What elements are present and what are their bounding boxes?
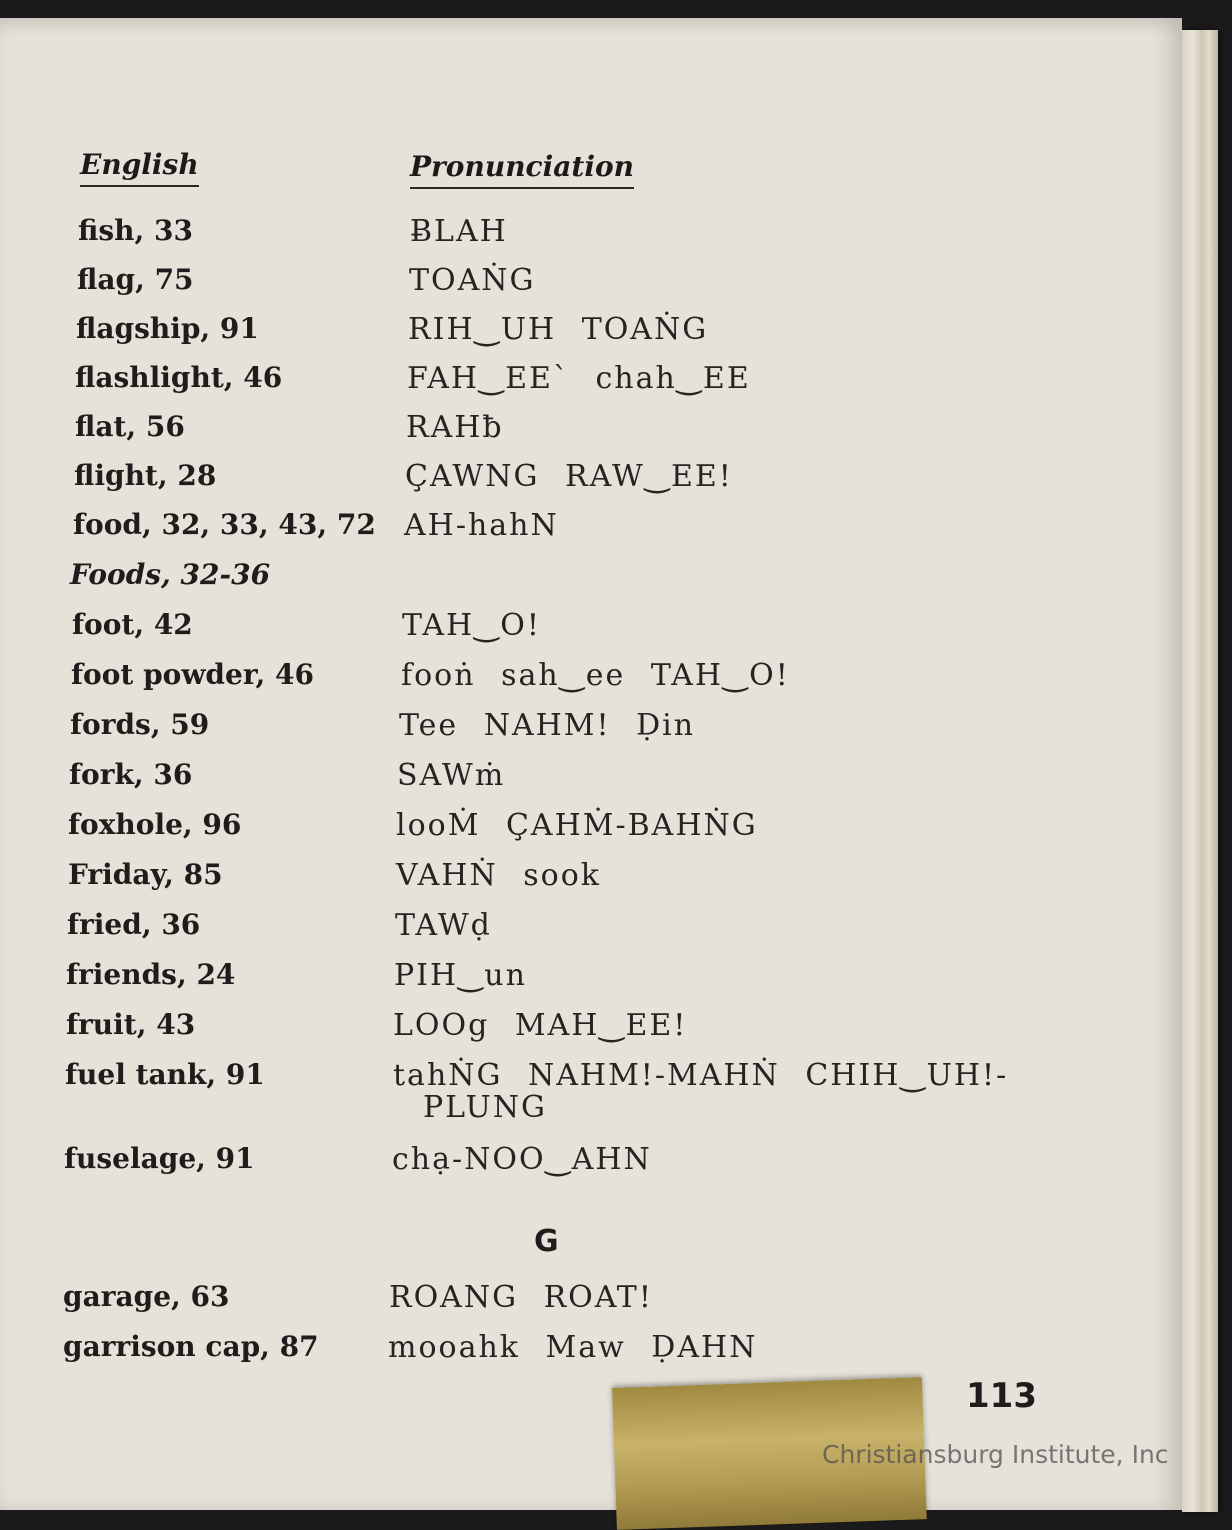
english-term: fords, 59 bbox=[70, 708, 210, 741]
pronunciation-text: AH-hahN bbox=[404, 508, 559, 543]
pronunciation-text: mooahk Maw ḌAHN bbox=[388, 1330, 758, 1365]
pronunciation-text: TAH‿O! bbox=[402, 608, 541, 643]
list-item bbox=[0, 958, 1150, 1002]
list-item bbox=[0, 558, 1150, 602]
english-term: foxhole, 96 bbox=[68, 808, 242, 841]
pronunciation-text: ROANG ROAT! bbox=[389, 1280, 653, 1315]
english-term: food, 32, 33, 43, 72 bbox=[73, 508, 376, 541]
english-term: flashlight, 46 bbox=[75, 361, 283, 394]
list-item bbox=[0, 708, 1150, 752]
list-item bbox=[0, 1280, 1150, 1324]
pronunciation-text: FAH‿EE` chah‿EE bbox=[407, 361, 751, 396]
list-item bbox=[0, 858, 1150, 902]
list-item bbox=[0, 312, 1150, 356]
section-letter: G bbox=[534, 1224, 559, 1259]
list-item bbox=[0, 808, 1150, 852]
english-term: fork, 36 bbox=[69, 758, 193, 791]
book-page bbox=[0, 18, 1182, 1510]
pronunciation-text: chạ-NOO‿AHN bbox=[392, 1142, 652, 1177]
pronunciation-text: ɃLAH bbox=[410, 214, 508, 249]
english-term: fish, 33 bbox=[78, 214, 193, 247]
watermark: Christiansburg Institute, Inc bbox=[822, 1440, 1169, 1469]
pronunciation-text: PIH‿un bbox=[394, 958, 527, 993]
pronunciation-text: VAHṄ sook bbox=[396, 858, 601, 893]
english-term: friends, 24 bbox=[66, 958, 236, 991]
pronunciation-text: tahṄG NAHM!-MAHṄ CHIH‿UH!- bbox=[393, 1058, 1009, 1093]
list-item bbox=[0, 908, 1150, 952]
list-item bbox=[0, 658, 1150, 702]
pronunciation-text: LOOg MAH‿EE! bbox=[393, 1008, 688, 1043]
english-term: flag, 75 bbox=[77, 263, 194, 296]
english-term: fried, 36 bbox=[67, 908, 201, 941]
pronunciation-column-header: Pronunciation bbox=[410, 150, 634, 189]
english-term: fuel tank, 91 bbox=[65, 1058, 265, 1091]
list-item bbox=[0, 1008, 1150, 1052]
english-term: garage, 63 bbox=[63, 1280, 230, 1313]
list-item bbox=[0, 508, 1150, 552]
list-item bbox=[0, 1330, 1150, 1374]
pronunciation-text: TAWḍ bbox=[395, 908, 492, 943]
english-term: fuselage, 91 bbox=[64, 1142, 255, 1175]
pronunciation-text: SAWṁ bbox=[397, 758, 506, 793]
pronunciation-text: TOAṄG bbox=[409, 263, 536, 298]
english-term: foot powder, 46 bbox=[71, 658, 315, 691]
list-item bbox=[0, 214, 1150, 258]
list-item bbox=[0, 361, 1150, 405]
english-term: flagship, 91 bbox=[76, 312, 259, 345]
english-column-header: English bbox=[80, 148, 199, 187]
list-item bbox=[0, 410, 1150, 454]
english-term: Friday, 85 bbox=[68, 858, 223, 891]
pronunciation-text: Tee NAHM! Ḍin bbox=[399, 708, 696, 743]
pronunciation-text: ÇAWNG RAW‿EE! bbox=[405, 459, 733, 494]
page-number: 113 bbox=[966, 1376, 1037, 1416]
pronunciation-text: RIH‿UH TOAṄG bbox=[408, 312, 709, 347]
list-item bbox=[0, 608, 1150, 652]
list-item bbox=[0, 1058, 1150, 1138]
pronunciation-text: fooṅ sah‿ee TAH‿O! bbox=[401, 658, 790, 693]
list-item bbox=[0, 459, 1150, 503]
list-item bbox=[0, 263, 1150, 307]
english-term: flight, 28 bbox=[74, 459, 217, 492]
list-item bbox=[0, 758, 1150, 802]
english-term: fruit, 43 bbox=[66, 1008, 196, 1041]
list-item bbox=[0, 1142, 1150, 1186]
english-term: Foods, 32-36 bbox=[70, 558, 271, 591]
pronunciation-continuation: PLUNG bbox=[423, 1090, 547, 1125]
english-term: flat, 56 bbox=[75, 410, 185, 443]
english-term: garrison cap, 87 bbox=[63, 1330, 319, 1363]
pronunciation-text: RAHƀ bbox=[406, 410, 504, 445]
pronunciation-text: looṀ ÇAHṀ-BAHṄG bbox=[396, 808, 758, 843]
page-edge bbox=[1182, 30, 1218, 1512]
english-term: foot, 42 bbox=[72, 608, 193, 641]
